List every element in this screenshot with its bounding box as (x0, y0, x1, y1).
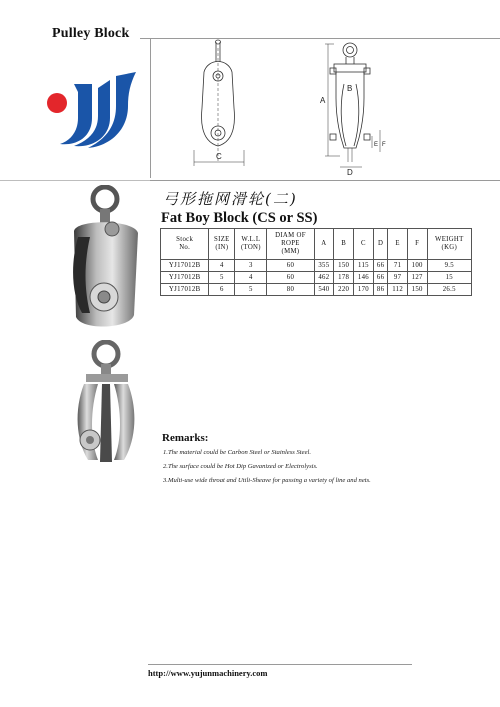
spec-column-header-line: Stock (176, 236, 194, 243)
spec-column-header (354, 229, 374, 260)
product-photo-side (60, 185, 150, 335)
footer-rule (148, 664, 412, 665)
spec-column-header-line: A (321, 240, 327, 247)
table-cell: YJ17012B (161, 272, 209, 284)
spec-column-header (388, 229, 407, 260)
table-cell: 5 (209, 272, 235, 284)
table-cell: 66 (373, 272, 388, 284)
table-cell: 170 (354, 284, 374, 296)
table-cell: 3 (235, 260, 267, 272)
spec-column-header-line: ROPE (281, 240, 300, 247)
table-cell: 4 (209, 260, 235, 272)
spec-column-header-line: (IN) (215, 244, 229, 251)
table-cell: 540 (314, 284, 334, 296)
dim-label-f: F (382, 142, 386, 148)
spec-column-header-line: W.L.L (241, 236, 261, 243)
table-cell: 150 (407, 284, 427, 296)
spec-table-body (161, 260, 472, 296)
logo-blue-swoosh (60, 84, 92, 144)
section-divider (150, 180, 500, 181)
section-divider-left (0, 180, 150, 181)
spec-column-header-line: (MM) (281, 248, 300, 255)
spec-table (160, 228, 472, 296)
spec-column-header-line: WEIGHT (434, 236, 464, 243)
spec-column-header-line: D (378, 240, 384, 247)
table-cell: YJ17012B (161, 260, 209, 272)
spec-column-header (161, 229, 209, 260)
table-cell: 6 (209, 284, 235, 296)
table-cell: 127 (407, 272, 427, 284)
table-cell: 26.5 (427, 284, 471, 296)
footer-url[interactable]: http://www.yujunmachinery.com (148, 668, 268, 678)
table-cell: 462 (314, 272, 334, 284)
dim-label-b: B (347, 84, 353, 93)
table-row (161, 272, 472, 284)
spec-column-header (427, 229, 471, 260)
dim-label-d: D (347, 168, 353, 176)
table-cell: 60 (267, 272, 314, 284)
spec-column-header (235, 229, 267, 260)
table-cell: 112 (388, 284, 407, 296)
table-row (161, 284, 472, 296)
remark-item: 2.The surface could be Hot Dip Gavanized or Electrolysis. (163, 463, 318, 470)
product-title-cn: 弓形拖网滑轮(二) (163, 190, 298, 208)
table-cell: 355 (314, 260, 334, 272)
table-cell: 60 (267, 260, 314, 272)
spec-column-header-line: DIAM OF (275, 232, 306, 239)
table-cell: 115 (354, 260, 374, 272)
table-cell: YJ17012B (161, 284, 209, 296)
side-view-drawing (180, 38, 270, 176)
logo-red-dot (47, 93, 67, 113)
table-cell: 100 (407, 260, 427, 272)
spec-column-header-line: E (395, 240, 400, 247)
spec-column-header-line: B (341, 240, 347, 247)
spec-column-header (267, 229, 314, 260)
table-cell: 178 (334, 272, 354, 284)
spec-column-header (373, 229, 388, 260)
spec-column-header (209, 229, 235, 260)
dim-label-e: E (374, 142, 379, 148)
table-cell: 80 (267, 284, 314, 296)
table-cell: 4 (235, 272, 267, 284)
front-view-drawing (300, 38, 410, 176)
spec-table-header-row (161, 229, 472, 260)
spec-column-header-line: F (415, 240, 420, 247)
spec-column-header-line: (TON) (240, 244, 261, 251)
spec-column-header-line: C (361, 240, 366, 247)
spec-column-header-line: (KG) (441, 244, 458, 251)
table-row (161, 260, 472, 272)
product-title-en: Fat Boy Block (CS or SS) (161, 210, 318, 226)
dim-label-c: C (216, 152, 222, 161)
section-title: Pulley Block (52, 26, 130, 41)
spec-column-header (334, 229, 354, 260)
table-cell: 146 (354, 272, 374, 284)
remarks-heading: Remarks: (162, 432, 209, 444)
vertical-divider (150, 38, 151, 178)
table-cell: 97 (388, 272, 407, 284)
table-cell: 86 (373, 284, 388, 296)
company-logo (44, 70, 140, 150)
table-cell: 71 (388, 260, 407, 272)
table-cell: 5 (235, 284, 267, 296)
table-cell: 15 (427, 272, 471, 284)
remark-item: 1.The material could be Carbon Steel or Stainless Steel. (163, 449, 311, 456)
spec-column-header-line: SIZE (214, 236, 230, 243)
table-cell: 9.5 (427, 260, 471, 272)
spec-column-header (407, 229, 427, 260)
table-cell: 220 (334, 284, 354, 296)
spec-column-header (314, 229, 334, 260)
remark-item: 3.Multi-use wide throat and Utili-Sheave for passing a variety of line and nets. (163, 477, 371, 484)
table-cell: 66 (373, 260, 388, 272)
spec-column-header-line: No. (179, 244, 191, 251)
dim-label-a: A (320, 96, 326, 105)
product-photo-front (66, 340, 146, 470)
table-cell: 150 (334, 260, 354, 272)
